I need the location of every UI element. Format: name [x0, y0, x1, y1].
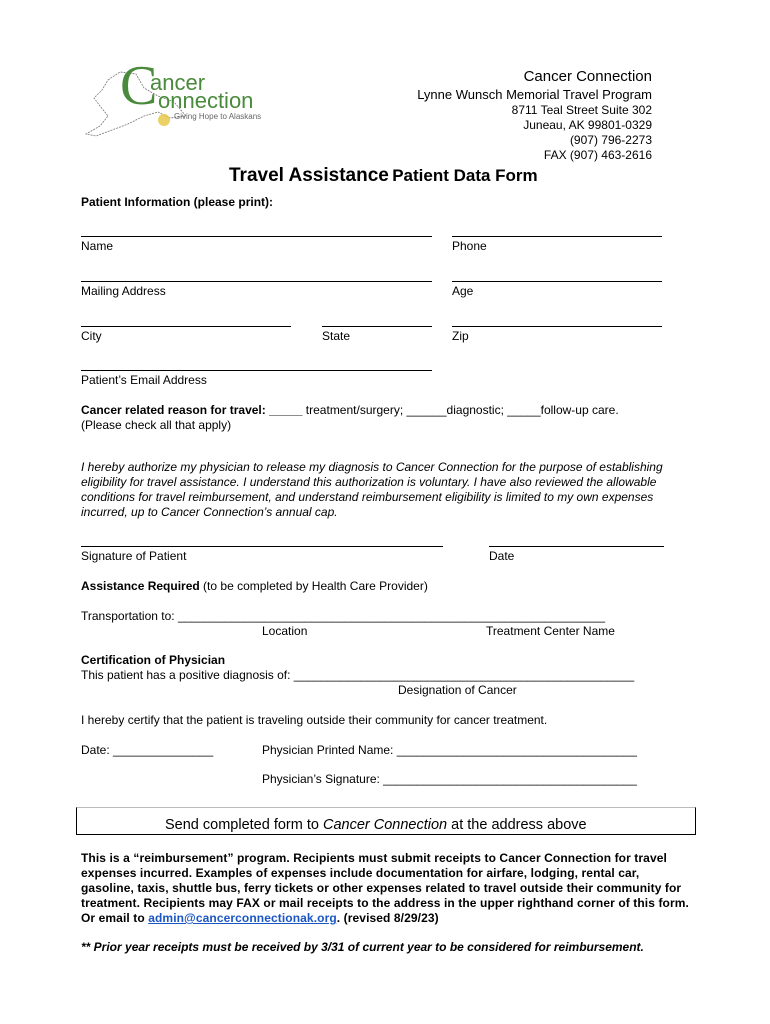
send-part2: at the address above: [447, 817, 587, 833]
reason-note: (Please check all that apply): [81, 418, 232, 432]
form-title: [229, 165, 538, 187]
designation-label: Designation of Cancer: [398, 683, 517, 697]
authorization-text: I hereby authorize my physician to release my diagnosis to Cancer Connection for the purpose of establishing eligibility for travel assistance. I understand this authorization is voluntary. I have also reviewed the allowable conditions for travel reimbursement, and understand reimbursement eligibility is limited to my own expenses incurred, up to Cancer Connection’s annual cap.: [81, 460, 663, 519]
org-name: Cancer Connection: [523, 68, 652, 85]
name-field[interactable]: [81, 236, 432, 237]
logo-word-connection: onnection: [158, 88, 254, 113]
send-org: Cancer Connection: [322, 817, 448, 833]
org-fax: FAX (907) 463-2616: [543, 148, 652, 162]
treatment-center-label: Treatment Center Name: [486, 624, 615, 638]
patient-info-heading: Patient Information (please print):: [81, 195, 274, 209]
cancer-connection-logo: [78, 55, 278, 140]
physician-name-field[interactable]: Physician Printed Name: ____________________________________: [262, 743, 637, 757]
certify-text: I hereby certify that the patient is traveling outside their community for cancer treatment.: [81, 713, 548, 727]
phone-label: Phone: [452, 239, 487, 253]
address-street: 8711 Teal Street Suite 302: [511, 103, 652, 117]
date-label: Date: [489, 549, 515, 563]
send-form-text: [165, 817, 587, 833]
location-label: Location: [262, 624, 308, 638]
reason-options[interactable]: treatment/surgery; ______diagnostic; _____follow-up care.: [302, 403, 619, 417]
certification-heading: Certification of Physician: [81, 653, 226, 667]
reason-line: [81, 403, 619, 417]
treatment-checkbox[interactable]: _____: [269, 403, 303, 417]
phone-field[interactable]: [452, 236, 662, 237]
org-phone: (907) 796-2273: [569, 133, 652, 147]
send-part1: Send completed form to: [165, 817, 323, 833]
signature-label: Signature of Patient: [81, 549, 187, 563]
state-field[interactable]: [322, 326, 432, 327]
email-label: Patient’s Email Address: [81, 373, 207, 387]
address-city: Juneau, AK 99801-0329: [523, 118, 652, 132]
assistance-subtext: (to be completed by Health Care Provider): [199, 579, 428, 593]
patient-signature-field[interactable]: [81, 546, 443, 547]
diagnosis-field[interactable]: This patient has a positive diagnosis of: ___________________________________________________: [81, 668, 635, 682]
city-label: City: [81, 329, 102, 343]
send-form-box: [76, 807, 696, 835]
email-link[interactable]: admin@cancerconnectionak.org: [148, 911, 337, 925]
patient-date-field[interactable]: [489, 546, 664, 547]
transportation-field[interactable]: Transportation to: ________________________________________________________________: [81, 609, 606, 623]
title-part1: Travel Assistance: [229, 165, 389, 186]
logo-c-letter: C: [120, 55, 158, 117]
city-field[interactable]: [81, 326, 291, 327]
physician-signature-field[interactable]: Physician’s Signature: ______________________________________: [262, 772, 637, 786]
title-part2: Patient Data Form: [392, 166, 538, 185]
name-label: Name: [81, 239, 114, 253]
age-label: Age: [452, 284, 474, 298]
reason-label: Cancer related reason for travel:: [81, 403, 266, 417]
assistance-title: Assistance Required: [81, 579, 200, 593]
reimbursement-text: [81, 851, 691, 926]
mailing-address-field[interactable]: [81, 281, 432, 282]
reimbursement-suffix: . (revised 8/29/23): [336, 911, 439, 925]
email-field[interactable]: [81, 370, 432, 371]
mailing-address-label: Mailing Address: [81, 284, 166, 298]
age-field[interactable]: [452, 281, 662, 282]
assistance-heading: [81, 579, 428, 593]
physician-date-field[interactable]: Date: _______________: [81, 743, 214, 757]
reimbursement-body: This is a “reimbursement” program. Recipients must submit receipts to Cancer Connection for travel expenses incurred. Examples of expenses include documentation for airfare, lodging, rental car, gasoline, taxis, shuttle bus, ferry tickets or other expenses related to travel outside their community for treatment. Recipients may FAX or mail receipts to the address in the upper righthand corner of this form. Or email to: [81, 851, 689, 925]
logo-tagline: Giving Hope to Alaskans: [174, 112, 262, 121]
program-name: Lynne Wunsch Memorial Travel Program: [417, 87, 652, 102]
prior-year-note: ** Prior year receipts must be received by 3/31 of current year to be considered for reimbursement.: [81, 940, 644, 954]
state-label: State: [322, 329, 351, 343]
zip-field[interactable]: [452, 326, 662, 327]
logo-word-cancer: ancer: [150, 70, 206, 95]
zip-label: Zip: [452, 329, 469, 343]
